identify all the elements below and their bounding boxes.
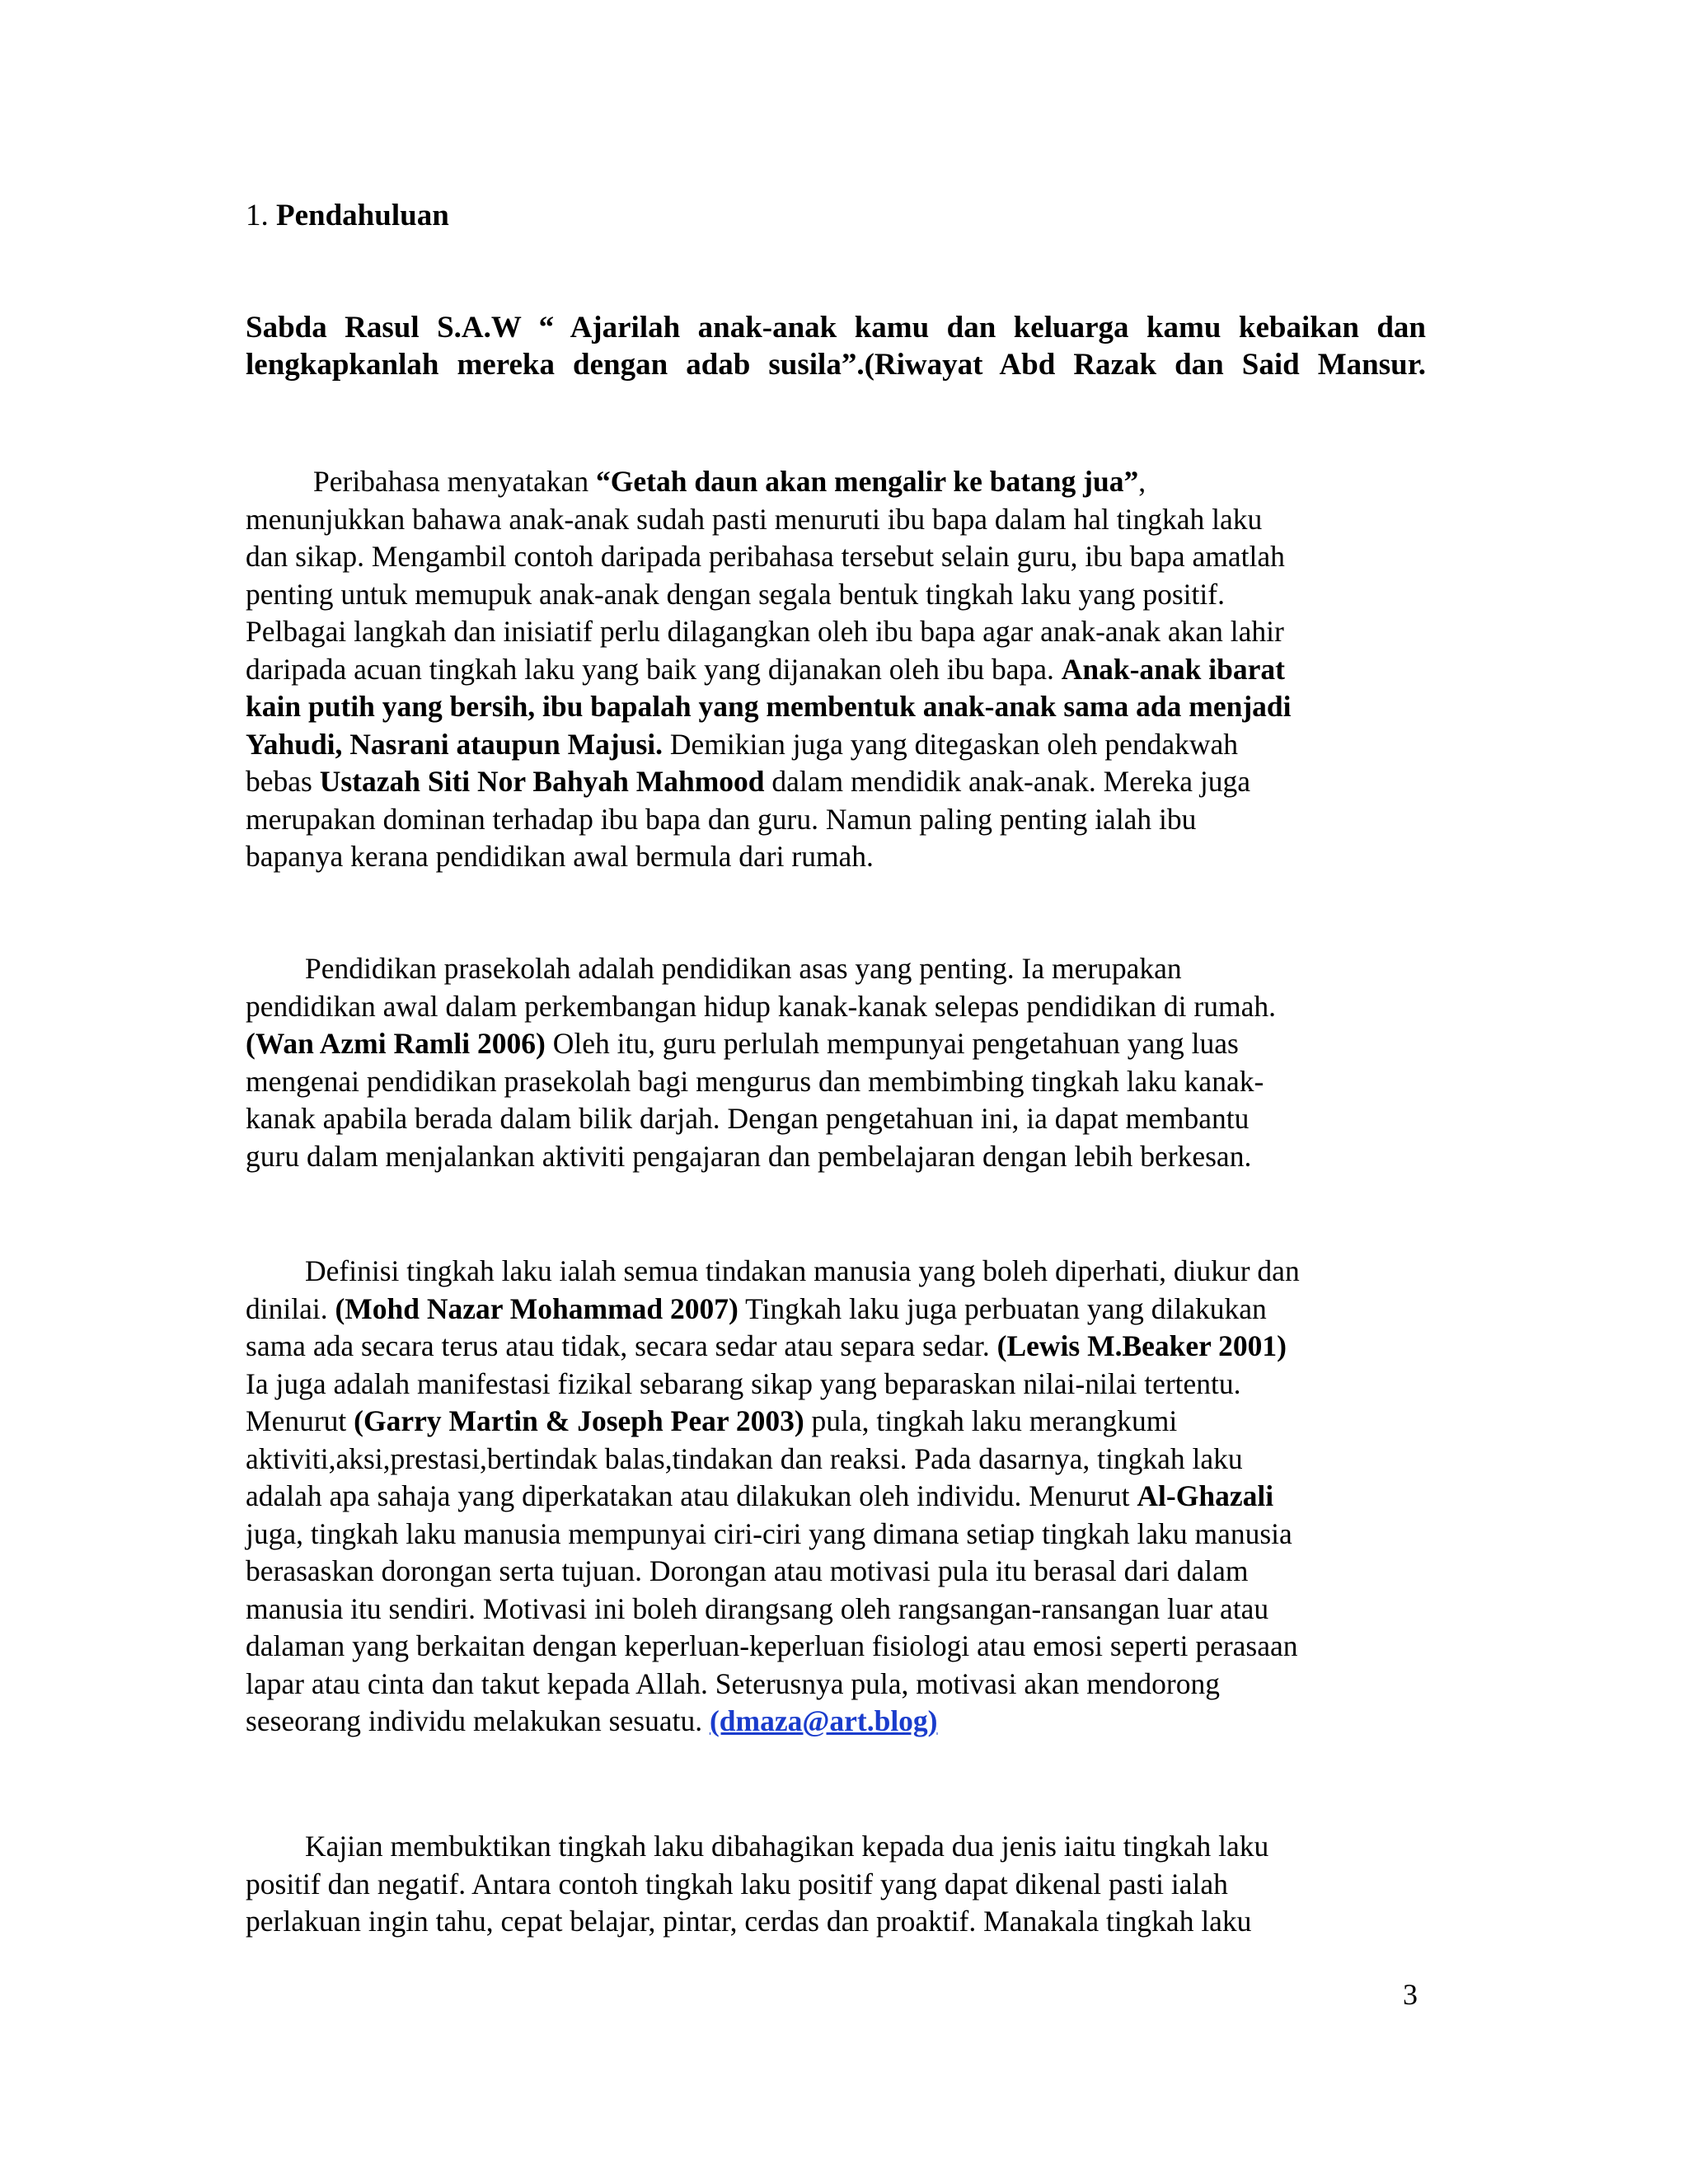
hadith-line: lengkapkanlah mereka dengan adab susila”.(Riwayat Abd Razak dan Said Mansur. [246,348,1426,382]
paragraph-line: manusia itu sendiri. Motivasi ini boleh dirangsang oleh rangsangan-ransangan luar atau [246,1591,1269,1625]
paragraph-line: kanak apabila berada dalam bilik darjah. Dengan pengetahuan ini, ia dapat membantu [246,1102,1250,1135]
paragraph-line: Kajian membuktikan tingkah laku dibahagikan kepada dua jenis iaitu tingkah laku [305,1830,1269,1863]
paragraph-line: Definisi tingkah laku ialah semua tindakan manusia yang boleh diperhati, diukur dan [305,1254,1300,1287]
section-heading [246,198,449,234]
paragraph-line: mengenai pendidikan prasekolah bagi mengurus dan membimbing tingkah laku kanak- [246,1064,1264,1098]
section-number: 1. [246,199,269,232]
paragraph-line: merupakan dominan terhadap ibu bapa dan guru. Namun paling penting ialah ibu [246,802,1197,836]
paragraph-line: kain putih yang bersih, ibu bapalah yang membentuk anak-anak sama ada menjadi [246,690,1292,723]
paragraph-line: menunjukkan bahawa anak-anak sudah pasti menuruti ibu bapa dalam hal tingkah laku [246,502,1263,536]
paragraph-line: Ia juga adalah manifestasi fizikal sebarang sikap yang bераraskan nilai-nilai tertentu. [246,1366,1241,1400]
paragraph-line: bebas Ustazah Siti Nor Bahyah Mahmood dalam mendidik anak-anak. Mereka juga [246,765,1250,798]
paragraph-prasekolah [246,950,1432,1175]
paragraph-definisi [246,1253,1432,1741]
paragraph-line: dinilai. (Mohd Nazar Mohammad 2007) Tingkah laku juga perbuatan yang dilakukan [246,1291,1267,1325]
paragraph-line: sama ada secara terus atau tidak, secara sedar atau separa sedar. (Lewis M.Beaker 2001) [246,1329,1287,1362]
section-title: Pendahuluan [276,199,449,232]
paragraph-line: adalah apa sahaja yang diperkatakan atau dilakukan oleh individu. Menurut Al-Ghazali [246,1479,1274,1512]
paragraph-line: Yahudi, Nasrani ataupun Majusi. Demikian juga yang ditegaskan oleh pendakwah [246,727,1238,761]
paragraph-line: pendidikan awal dalam perkembangan hidup kanak-kanak selepas pendidikan di rumah. [246,989,1276,1023]
source-link[interactable]: (dmaza@art.blog) [709,1704,938,1737]
paragraph-line: aktiviti,aksi,prestasi,bertindak balas,tindakan dan reaksi. Pada dasarnya, tingkah laku [246,1441,1243,1475]
paragraph-line: seseorang individu melakukan sesuatu. (dmaza@art.blog) [246,1704,938,1737]
paragraph-line: dalaman yang berkaitan dengan keperluan-keperluan fisiologi atau emosi seperti perasaan [246,1629,1298,1662]
paragraph-line: guru dalam menjalankan aktiviti pengajaran dan pembelajaran dengan lebih berkesan. [246,1139,1252,1173]
paragraph-line: lapar atau cinta dan takut kepada Allah. Seterusnya pula, motivasi akan mendorong [246,1666,1220,1700]
paragraph-line: penting untuk memupuk anak-anak dengan segala bentuk tingkah laku yang positif. [246,577,1225,611]
paragraph-line: daripada acuan tingkah laku yang baik yang dijanakan oleh ibu bapa. Anak-anak ibarat [246,652,1285,686]
page-number: 3 [1403,1978,1418,2011]
hadith-line: Sabda Rasul S.A.W “ Ajarilah anak-anak kamu dan keluarga kamu kebaikan dan [246,311,1426,344]
paragraph-line: Menurut (Garry Martin & Joseph Pear 2003) pula, tingkah laku merangkumi [246,1404,1178,1437]
hadith-quote [246,309,1426,383]
paragraph-line: berasaskan dorongan serta tujuan. Dorongan atau motivasi pula itu berasal dari dalam [246,1554,1249,1587]
paragraph-peribahasa [246,463,1432,876]
paragraph-line: Pelbagai langkah dan inisiatif perlu dilagangkan oleh ibu bapa agar anak-anak akan lahir [246,615,1284,648]
paragraph-line: bapanya kerana pendidikan awal bermula dari rumah. [246,840,874,873]
paragraph-kajian [246,1828,1432,1941]
paragraph-line: positif dan negatif. Antara contoh tingkah laku positif yang dapat dikenal pasti ialah [246,1867,1228,1900]
paragraph-line: (Wan Azmi Ramli 2006) Oleh itu, guru perlulah mempunyai pengetahuan yang luas [246,1027,1239,1060]
paragraph-line: juga, tingkah laku manusia mempunyai ciri-ciri yang dimana setiap tingkah laku manusia [246,1516,1292,1550]
paragraph-line: Pendidikan prasekolah adalah pendidikan asas yang penting. Ia merupakan [305,952,1182,985]
paragraph-line: perlakuan ingin tahu, cepat belajar, pintar, cerdas dan proaktif. Manakala tingkah laku [246,1905,1252,1938]
paragraph-line: Peribahasa menyatakan “Getah daun akan mengalir ke batang jua”, [313,465,1146,498]
paragraph-line: dan sikap. Mengambil contoh daripada peribahasa tersebut selain guru, ibu bapa amatlah [246,540,1285,573]
